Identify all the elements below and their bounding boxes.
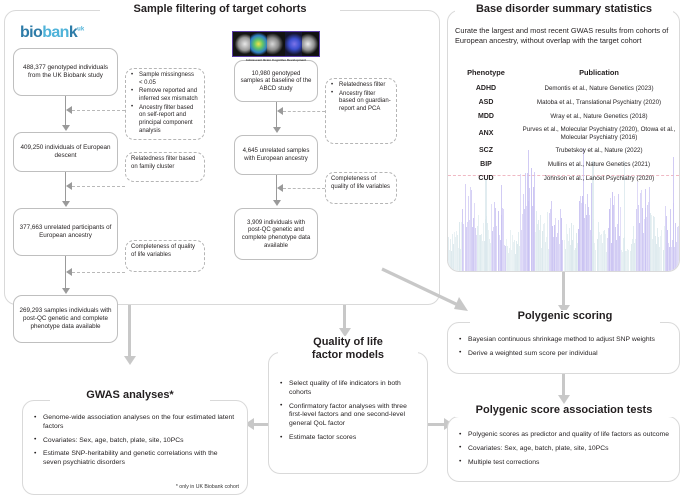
abcd-arrow-head-1 <box>273 127 281 133</box>
samples-to-pgs-diagonal <box>380 265 490 315</box>
ukb-filter-2-connector <box>72 186 125 187</box>
gwas-bullet-3: • Estimate SNP-heritability and genetic correlations with the seven psychiatric disorders <box>34 450 237 468</box>
ukb-filter-1-arrowhead <box>66 106 72 114</box>
card-gwas-analyses <box>22 400 248 495</box>
ukb-filter-3-connector <box>72 272 125 273</box>
qol-bullet-3: • Estimate factor scores <box>280 434 417 443</box>
abcd-arrow-head-2 <box>273 200 281 206</box>
pgs-bullet-2: • Derive a weighted sum score per individual <box>459 350 669 359</box>
card-pgs-association-tests <box>447 416 680 482</box>
phenotype-bip: BIP <box>480 161 492 169</box>
publication-cud: Johnson et al., Lancet Psychiatry (2020) <box>543 174 655 182</box>
qol-bullet-list <box>269 373 427 454</box>
ukb-arrow-head-1 <box>62 125 70 131</box>
qol-to-tests-line <box>427 423 445 426</box>
abcd-brain-images <box>232 31 320 57</box>
ukb-filter-2-text: Relatedness filter based on family cluster <box>131 156 196 170</box>
abcd-brain-1 <box>233 32 250 56</box>
panel-title-sample-filtering: Sample filtering of target cohorts <box>100 3 340 16</box>
table-header-row <box>452 68 678 78</box>
table-row <box>452 82 678 96</box>
pgs-bullet-1: • Bayesian continuous shrinkage method to adjust SNP weights <box>459 336 669 345</box>
phenotype-asd: ASD <box>478 99 494 107</box>
ukb-filter-2-arrowhead <box>66 182 72 190</box>
panel-title-polygenic-scoring: Polygenic scoring <box>470 310 660 323</box>
phenotype-adhd: ADHD <box>475 85 497 93</box>
panel-title-pgs-tests: Polygenic score association tests <box>455 404 673 417</box>
qol-title-line-1: Quality of life <box>313 336 383 348</box>
qol-title-line-2: factor models <box>311 348 385 361</box>
abcd-filter-box-2 <box>325 172 397 204</box>
panel-title-base-stats: Base disorder summary statistics <box>455 3 673 16</box>
abcd-filter-2-connector <box>283 188 325 189</box>
abcd-brain-2 <box>250 32 267 56</box>
diagonal-arrow-svg <box>380 265 490 315</box>
abcd-filter-1-item-1: • Relatedness filter <box>331 82 391 90</box>
ukb-filter-1-item-2: • Remove reported and inferred sex mismatch <box>131 88 199 103</box>
ukb-arrow-head-2 <box>62 201 70 207</box>
ukb-filter-box-2 <box>125 152 205 182</box>
samples-to-qol-line <box>343 305 346 329</box>
phenotype-publication-table <box>452 68 678 186</box>
abcd-filter-box-1 <box>325 78 397 144</box>
ukb-to-gwas-arrowhead <box>124 356 136 365</box>
uk-biobank-logo <box>20 24 84 42</box>
ukb-step-3-text: 377,663 unrelated participants of European ancestry <box>19 224 112 239</box>
ukb-filter-1-list <box>126 69 204 139</box>
card-qol-models <box>268 352 428 474</box>
logo-part-1: bio <box>20 24 43 41</box>
ukb-to-gwas-line <box>128 305 131 357</box>
publication-anx: Purves et al., Molecular Psychiatry (2020), Otowa et al., Molecular Psychiatry (2016) <box>522 125 676 141</box>
table-row <box>452 110 678 124</box>
publication-scz: Trubetskoy et al., Nature (2022) <box>555 146 643 154</box>
manhattan-peak <box>501 185 502 271</box>
header-publication: Publication <box>579 68 619 77</box>
gwas-bullet-list <box>23 407 247 479</box>
gwas-bullet-2: • Covariates: Sex, age, batch, plate, site, 10PCs <box>34 437 237 446</box>
phenotype-mdd: MDD <box>478 113 494 121</box>
ukb-filter-box-1 <box>125 68 205 140</box>
phenotype-scz: SCZ <box>479 147 493 155</box>
header-phenotype: Phenotype <box>467 68 505 78</box>
logo-part-3: k <box>68 24 78 41</box>
abcd-brain-3 <box>267 32 284 56</box>
phenotype-cud: CUD <box>478 175 494 183</box>
abcd-filter-2-arrowhead <box>277 184 283 192</box>
abcd-step-3-text: 3,909 individuals with post-QC genetic and complete phenotype data available <box>241 218 311 249</box>
ukb-step-box-4 <box>13 295 118 343</box>
abcd-filter-1-arrowhead <box>277 107 283 115</box>
abcd-arrow-line-1 <box>276 102 277 128</box>
publication-asd: Matoba et al., Translational Psychiatry (2020) <box>536 98 662 106</box>
table-row <box>452 96 678 110</box>
abcd-logo-caption: Adolescent Brain Cognitive Development <box>245 58 307 62</box>
abcd-step-box-1 <box>234 60 318 102</box>
ukb-filter-1-item-1: • Sample missingness < 0.05 <box>131 72 199 87</box>
qol-bullet-1: • Select quality of life indicators in both cohorts <box>280 380 417 398</box>
table-row <box>452 144 678 158</box>
ukb-step-1-text: 488,377 genotyped individuals from the UK Biobank study <box>22 64 109 79</box>
card-polygenic-scoring <box>447 322 680 374</box>
abcd-step-1-text: 10,980 genotyped samples at baseline of the ABCD study <box>240 69 312 92</box>
ukb-filter-1-connector <box>72 110 125 111</box>
ukb-step-box-3 <box>13 208 118 256</box>
abcd-step-box-2 <box>234 135 318 175</box>
table-row <box>452 124 678 144</box>
panel-title-qol-models <box>278 336 418 361</box>
abcd-step-box-3 <box>234 208 318 260</box>
abcd-filter-1-item-2: • Ancestry filter based on guardian-report and PCA <box>331 91 391 114</box>
pgs-tests-bullet-3: • Multiple test corrections <box>459 459 669 468</box>
ukb-filter-1-item-3: • Ancestry filter based on self-report and principal component analysis <box>131 105 199 136</box>
publication-bip: Mullins et al., Nature Genetics (2021) <box>547 160 651 168</box>
ukb-step-2-text: 409,250 individuals of European descent <box>20 144 111 159</box>
basestats-to-pgs-line <box>562 272 565 306</box>
pgs-to-tests-arrowhead <box>558 395 570 404</box>
abcd-brain-5 <box>302 32 319 56</box>
pgs-bullet-list <box>448 329 679 370</box>
abcd-step-2-text: 4,645 unrelated samples with European ancestry <box>242 147 310 162</box>
ukb-filter-box-3 <box>125 240 205 272</box>
abcd-filter-1-connector <box>283 111 325 112</box>
publication-adhd: Demontis et al., Nature Genetics (2023) <box>544 84 654 92</box>
abcd-filter-2-text: Completeness of quality of life variables <box>331 176 391 190</box>
phenotype-anx: ANX <box>478 130 494 138</box>
publication-mdd: Wray et al., Nature Genetics (2018) <box>550 112 648 120</box>
ukb-step-box-2 <box>13 132 118 172</box>
pgs-tests-bullet-list <box>448 424 679 478</box>
ukb-step-box-1 <box>13 48 118 96</box>
ukb-arrow-head-3 <box>62 288 70 294</box>
abcd-filter-1-list <box>326 79 396 118</box>
panel-title-gwas: GWAS analyses* <box>50 389 210 402</box>
logo-part-2: ban <box>42 24 69 41</box>
base-stats-intro: Curate the largest and most recent GWAS results from cohorts of European ancestry, without overlap with the target cohort <box>455 26 669 45</box>
gwas-footnote: * only in UK Biobank cohort <box>175 484 239 490</box>
qol-bullet-2: • Confirmatory factor analyses with three first-level factors and one second-level general QoL factor <box>280 403 417 429</box>
table-row <box>452 172 678 186</box>
pgs-tests-bullet-1: • Polygenic scores as predictor and quality of life factors as outcome <box>459 431 669 440</box>
manhattan-peak <box>485 179 486 271</box>
pgs-tests-bullet-2: • Covariates: Sex, age, batch, plate, site, 10PCs <box>459 445 669 454</box>
gwas-bullet-1: • Genome-wide association analyses on the four estimated latent factors <box>34 414 237 432</box>
ukb-filter-3-arrowhead <box>66 268 72 276</box>
abcd-logo <box>232 31 320 62</box>
ukb-step-4-text: 269,293 samples individuals with post-QC genetic and complete phenotype data available <box>19 307 112 330</box>
pgs-to-tests-line <box>562 374 565 396</box>
table-row <box>452 158 678 172</box>
ukb-filter-3-text: Completeness of quality of life variables <box>131 244 196 258</box>
logo-superscript-uk: uk <box>77 26 85 33</box>
manhattan-peak <box>645 189 646 271</box>
abcd-brain-4 <box>285 32 302 56</box>
manhattan-spike <box>678 226 679 271</box>
